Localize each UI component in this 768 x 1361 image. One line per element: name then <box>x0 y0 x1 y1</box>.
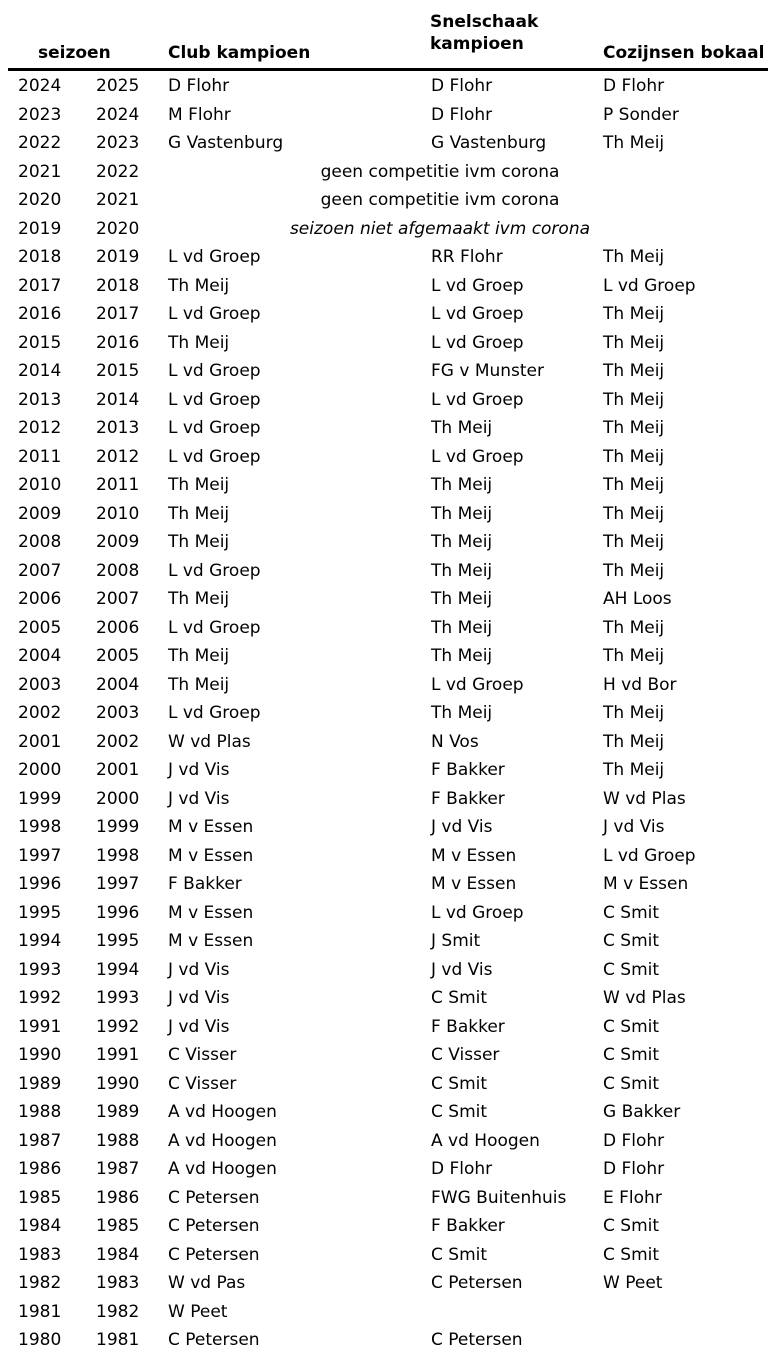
cozijnsen-bokaal-winner: Th Meij <box>603 389 665 410</box>
season-end-year: 2014 <box>96 389 140 410</box>
snelschaak-champion: C Petersen <box>431 1273 523 1293</box>
season-end-year: 1998 <box>96 845 140 866</box>
cozijnsen-bokaal-winner: C Smit <box>603 1016 660 1037</box>
season-end-year: 2000 <box>96 788 140 809</box>
season-end-year: 2025 <box>96 76 140 96</box>
snelschaak-champion: C Smit <box>431 1102 488 1122</box>
cozijnsen-bokaal-winner: C Smit <box>603 1073 660 1094</box>
table-row <box>0 1298 768 1327</box>
season-start-year: 1987 <box>18 1130 62 1151</box>
table-row <box>0 443 768 472</box>
table-row <box>0 927 768 956</box>
club-champion: M v Essen <box>168 902 254 923</box>
snelschaak-champion: C Smit <box>431 988 488 1008</box>
season-end-year: 2022 <box>96 161 140 182</box>
club-champion: J vd Vis <box>168 959 230 980</box>
club-champion: Th Meij <box>168 532 230 552</box>
snelschaak-champion: L vd Groep <box>431 446 524 467</box>
season-end-year: 2011 <box>96 475 140 495</box>
season-start-year: 2018 <box>18 247 62 267</box>
season-note: geen competitie ivm corona <box>320 190 560 210</box>
club-champion: W vd Pas <box>168 1273 246 1293</box>
season-start-year: 2021 <box>18 161 62 182</box>
table-row <box>0 1098 768 1127</box>
club-champion: D Flohr <box>168 76 230 96</box>
season-start-year: 1980 <box>18 1330 62 1350</box>
club-champion: G Vastenburg <box>168 133 284 153</box>
club-champion: C Visser <box>168 1073 237 1094</box>
club-champion: Th Meij <box>168 275 230 296</box>
season-end-year: 1992 <box>96 1016 140 1037</box>
season-end-year: 1981 <box>96 1330 140 1350</box>
season-end-year: 1987 <box>96 1159 140 1179</box>
club-champion: L vd Groep <box>168 304 261 324</box>
season-note: seizoen niet afgemaakt ivm corona <box>289 218 591 239</box>
club-champion: C Visser <box>168 1045 237 1065</box>
table-row <box>0 1269 768 1298</box>
season-end-year: 2012 <box>96 446 140 467</box>
table-row <box>0 471 768 500</box>
club-champion: Th Meij <box>168 503 230 524</box>
snelschaak-champion: Th Meij <box>431 617 493 638</box>
snelschaak-champion: L vd Groep <box>431 674 524 695</box>
season-start-year: 1986 <box>18 1159 62 1179</box>
club-champion: W Peet <box>168 1301 228 1322</box>
snelschaak-champion: F Bakker <box>431 1216 505 1236</box>
club-champion: L vd Groep <box>168 617 261 638</box>
snelschaak-champion: Th Meij <box>431 418 493 438</box>
club-champion: J vd Vis <box>168 1016 230 1037</box>
snelschaak-champion: C Smit <box>431 1244 488 1265</box>
cozijnsen-bokaal-winner: L vd Groep <box>603 275 696 296</box>
table-row <box>0 614 768 643</box>
table-row <box>0 101 768 130</box>
season-start-year: 2005 <box>18 617 62 638</box>
cozijnsen-bokaal-winner: W vd Plas <box>603 788 686 809</box>
table-row <box>0 129 768 158</box>
cozijnsen-bokaal-winner: Th Meij <box>603 418 665 438</box>
cozijnsen-bokaal-winner: J vd Vis <box>603 817 665 837</box>
club-champion: L vd Groep <box>168 560 261 581</box>
table-row <box>0 899 768 928</box>
season-start-year: 2012 <box>18 418 62 438</box>
header-cozijnsen-bokaal: Cozijnsen bokaal <box>603 43 765 63</box>
table-row <box>0 785 768 814</box>
season-start-year: 2023 <box>18 104 62 125</box>
snelschaak-champion: Th Meij <box>431 703 493 723</box>
club-champion: C Petersen <box>168 1187 260 1208</box>
snelschaak-champion: C Petersen <box>431 1330 523 1350</box>
snelschaak-champion: Th Meij <box>431 646 493 666</box>
cozijnsen-bokaal-winner: Th Meij <box>603 304 665 324</box>
season-end-year: 2013 <box>96 418 140 438</box>
season-end-year: 2010 <box>96 503 140 524</box>
season-start-year: 2024 <box>18 76 62 96</box>
cozijnsen-bokaal-winner: Th Meij <box>603 503 665 524</box>
table-row <box>0 699 768 728</box>
season-start-year: 1985 <box>18 1187 62 1208</box>
cozijnsen-bokaal-winner: Th Meij <box>603 703 665 723</box>
table-row <box>0 1241 768 1270</box>
season-start-year: 2014 <box>18 361 62 381</box>
table-row <box>0 215 768 244</box>
season-end-year: 2020 <box>96 218 140 239</box>
season-end-year: 1991 <box>96 1045 140 1065</box>
table-row <box>0 557 768 586</box>
snelschaak-champion: J vd Vis <box>431 817 493 837</box>
cozijnsen-bokaal-winner: Th Meij <box>603 760 665 780</box>
club-champion: Th Meij <box>168 475 230 495</box>
cozijnsen-bokaal-winner: M v Essen <box>603 874 689 894</box>
table-row <box>0 1070 768 1099</box>
season-start-year: 1995 <box>18 902 62 923</box>
season-start-year: 1989 <box>18 1073 62 1094</box>
cozijnsen-bokaal-winner: D Flohr <box>603 1159 665 1179</box>
snelschaak-champion: F Bakker <box>431 788 505 809</box>
season-end-year: 2018 <box>96 275 140 296</box>
table-row <box>0 585 768 614</box>
season-end-year: 1985 <box>96 1216 140 1236</box>
season-end-year: 2024 <box>96 104 140 125</box>
season-end-year: 2023 <box>96 133 140 153</box>
season-start-year: 1984 <box>18 1216 62 1236</box>
season-end-year: 2005 <box>96 646 140 666</box>
table-row <box>0 984 768 1013</box>
club-champion: L vd Groep <box>168 703 261 723</box>
season-end-year: 1986 <box>96 1187 140 1208</box>
season-end-year: 2003 <box>96 703 140 723</box>
season-start-year: 1998 <box>18 817 62 837</box>
season-start-year: 2020 <box>18 190 62 210</box>
season-start-year: 1988 <box>18 1102 62 1122</box>
season-end-year: 2016 <box>96 332 140 353</box>
snelschaak-champion: L vd Groep <box>431 304 524 324</box>
cozijnsen-bokaal-winner: W Peet <box>603 1273 663 1293</box>
snelschaak-champion: Th Meij <box>431 589 493 609</box>
club-champion: J vd Vis <box>168 760 230 780</box>
table-row <box>0 728 768 757</box>
cozijnsen-bokaal-winner: Th Meij <box>603 532 665 552</box>
season-end-year: 1988 <box>96 1130 140 1151</box>
club-champion: Th Meij <box>168 589 230 609</box>
cozijnsen-bokaal-winner: W vd Plas <box>603 988 686 1008</box>
club-champion: M v Essen <box>168 931 254 951</box>
snelschaak-champion: F Bakker <box>431 1016 505 1037</box>
snelschaak-champion: D Flohr <box>431 1159 493 1179</box>
season-end-year: 1996 <box>96 902 140 923</box>
season-end-year: 1989 <box>96 1102 140 1122</box>
cozijnsen-bokaal-winner: H vd Bor <box>603 674 677 695</box>
cozijnsen-bokaal-winner: Th Meij <box>603 247 665 267</box>
club-champion: Th Meij <box>168 646 230 666</box>
club-champion: C Petersen <box>168 1330 260 1350</box>
table-row <box>0 1326 768 1355</box>
table-row <box>0 300 768 329</box>
season-end-year: 2008 <box>96 560 140 581</box>
snelschaak-champion: J Smit <box>431 931 481 951</box>
table-row <box>0 357 768 386</box>
table-row <box>0 1184 768 1213</box>
season-start-year: 1982 <box>18 1273 62 1293</box>
season-start-year: 2011 <box>18 446 62 467</box>
snelschaak-champion: N Vos <box>431 731 479 752</box>
snelschaak-champion: L vd Groep <box>431 389 524 410</box>
snelschaak-champion: D Flohr <box>431 76 493 96</box>
season-start-year: 2002 <box>18 703 62 723</box>
table-row <box>0 671 768 700</box>
season-end-year: 1994 <box>96 959 140 980</box>
header-season: seizoen <box>38 43 111 63</box>
season-end-year: 1982 <box>96 1301 140 1322</box>
season-end-year: 2007 <box>96 589 140 609</box>
cozijnsen-bokaal-winner: Th Meij <box>603 731 665 752</box>
club-champion: F Bakker <box>168 874 242 894</box>
header-club-kampioen: Club kampioen <box>168 43 311 63</box>
season-end-year: 2001 <box>96 760 140 780</box>
snelschaak-champion: D Flohr <box>431 104 493 125</box>
club-champion: Th Meij <box>168 332 230 353</box>
season-start-year: 1997 <box>18 845 62 866</box>
season-start-year: 1983 <box>18 1244 62 1265</box>
table-row <box>0 956 768 985</box>
header-snelschaak-kampioen: Snelschaak kampioen <box>430 12 539 54</box>
season-start-year: 2000 <box>18 760 62 780</box>
season-end-year: 1990 <box>96 1073 140 1094</box>
season-start-year: 1981 <box>18 1301 62 1322</box>
snelschaak-champion: FG v Munster <box>431 361 545 381</box>
season-start-year: 1993 <box>18 959 62 980</box>
club-champion: J vd Vis <box>168 788 230 809</box>
club-champion: A vd Hoogen <box>168 1102 277 1122</box>
snelschaak-champion: A vd Hoogen <box>431 1130 540 1151</box>
cozijnsen-bokaal-winner: Th Meij <box>603 361 665 381</box>
season-start-year: 1996 <box>18 874 62 894</box>
season-start-year: 2001 <box>18 731 62 752</box>
cozijnsen-bokaal-winner: C Smit <box>603 1216 660 1236</box>
club-champion: M v Essen <box>168 845 254 866</box>
snelschaak-champion: RR Flohr <box>431 247 503 267</box>
season-start-year: 1994 <box>18 931 62 951</box>
snelschaak-champion: L vd Groep <box>431 332 524 353</box>
table-row <box>0 1212 768 1241</box>
season-start-year: 2010 <box>18 475 62 495</box>
cozijnsen-bokaal-winner: C Smit <box>603 1244 660 1265</box>
club-champion: L vd Groep <box>168 418 261 438</box>
table-row <box>0 842 768 871</box>
table-row <box>0 756 768 785</box>
table-row <box>0 158 768 187</box>
cozijnsen-bokaal-winner: C Smit <box>603 1045 660 1065</box>
snelschaak-champion: Th Meij <box>431 560 493 581</box>
club-champion: M v Essen <box>168 817 254 837</box>
cozijnsen-bokaal-winner: AH Loos <box>603 589 672 609</box>
table-row <box>0 642 768 671</box>
season-end-year: 2015 <box>96 361 140 381</box>
table-row <box>0 414 768 443</box>
snelschaak-champion: FWG Buitenhuis <box>431 1187 567 1208</box>
club-champion: A vd Hoogen <box>168 1130 277 1151</box>
table-row <box>0 386 768 415</box>
club-champion: L vd Groep <box>168 361 261 381</box>
cozijnsen-bokaal-winner: D Flohr <box>603 1130 665 1151</box>
season-end-year: 2019 <box>96 247 140 267</box>
club-champion: W vd Plas <box>168 731 251 752</box>
snelschaak-champion: Th Meij <box>431 503 493 524</box>
season-end-year: 1999 <box>96 817 140 837</box>
snelschaak-champion: M v Essen <box>431 845 517 866</box>
snelschaak-champion: F Bakker <box>431 760 505 780</box>
season-end-year: 2017 <box>96 304 140 324</box>
season-start-year: 2008 <box>18 532 62 552</box>
table-row <box>0 186 768 215</box>
cozijnsen-bokaal-winner: C Smit <box>603 931 660 951</box>
club-champion: C Petersen <box>168 1216 260 1236</box>
table-row <box>0 1041 768 1070</box>
season-start-year: 2007 <box>18 560 62 581</box>
table-row <box>0 72 768 101</box>
season-end-year: 2002 <box>96 731 140 752</box>
season-end-year: 2021 <box>96 190 140 210</box>
season-start-year: 2022 <box>18 133 62 153</box>
snelschaak-champion: C Smit <box>431 1073 488 1094</box>
club-champion: L vd Groep <box>168 247 261 267</box>
table-row <box>0 1155 768 1184</box>
season-end-year: 1993 <box>96 988 140 1008</box>
cozijnsen-bokaal-winner: G Bakker <box>603 1102 681 1122</box>
snelschaak-champion: C Visser <box>431 1045 500 1065</box>
club-champion: M Flohr <box>168 104 231 125</box>
snelschaak-champion: L vd Groep <box>431 902 524 923</box>
club-champion: Th Meij <box>168 674 230 695</box>
season-start-year: 2019 <box>18 218 62 239</box>
season-end-year: 1983 <box>96 1273 140 1293</box>
snelschaak-champion: J vd Vis <box>431 959 493 980</box>
cozijnsen-bokaal-winner: Th Meij <box>603 133 665 153</box>
season-note: geen competitie ivm corona <box>320 161 560 182</box>
club-champion: J vd Vis <box>168 988 230 1008</box>
cozijnsen-bokaal-winner: E Flohr <box>603 1187 662 1208</box>
season-start-year: 1999 <box>18 788 62 809</box>
season-start-year: 2009 <box>18 503 62 524</box>
snelschaak-champion: G Vastenburg <box>431 133 547 153</box>
club-champion: C Petersen <box>168 1244 260 1265</box>
season-start-year: 1990 <box>18 1045 62 1065</box>
snelschaak-champion: Th Meij <box>431 475 493 495</box>
season-start-year: 2006 <box>18 589 62 609</box>
cozijnsen-bokaal-winner: Th Meij <box>603 646 665 666</box>
season-end-year: 1984 <box>96 1244 140 1265</box>
season-start-year: 2004 <box>18 646 62 666</box>
cozijnsen-bokaal-winner: P Sonder <box>603 104 679 125</box>
season-start-year: 1991 <box>18 1016 62 1037</box>
table-row <box>0 329 768 358</box>
table-row <box>0 813 768 842</box>
season-start-year: 2003 <box>18 674 62 695</box>
cozijnsen-bokaal-winner: Th Meij <box>603 332 665 353</box>
season-start-year: 2017 <box>18 275 62 296</box>
cozijnsen-bokaal-winner: Th Meij <box>603 446 665 467</box>
cozijnsen-bokaal-winner: C Smit <box>603 902 660 923</box>
table-row <box>0 500 768 529</box>
club-champion: A vd Hoogen <box>168 1159 277 1179</box>
cozijnsen-bokaal-winner: Th Meij <box>603 475 665 495</box>
cozijnsen-bokaal-winner: L vd Groep <box>603 845 696 866</box>
cozijnsen-bokaal-winner: D Flohr <box>603 76 665 96</box>
cozijnsen-bokaal-winner: Th Meij <box>603 617 665 638</box>
table-row <box>0 1127 768 1156</box>
table-row <box>0 243 768 272</box>
header-divider <box>8 68 768 71</box>
season-end-year: 1997 <box>96 874 140 894</box>
club-champion: L vd Groep <box>168 446 261 467</box>
table-row <box>0 1013 768 1042</box>
season-start-year: 2015 <box>18 332 62 353</box>
season-end-year: 2009 <box>96 532 140 552</box>
season-start-year: 2016 <box>18 304 62 324</box>
snelschaak-champion: M v Essen <box>431 874 517 894</box>
season-end-year: 2004 <box>96 674 140 695</box>
season-end-year: 2006 <box>96 617 140 638</box>
table-row <box>0 528 768 557</box>
cozijnsen-bokaal-winner: C Smit <box>603 959 660 980</box>
season-start-year: 1992 <box>18 988 62 1008</box>
snelschaak-champion: Th Meij <box>431 532 493 552</box>
table-row <box>0 870 768 899</box>
champions-table <box>0 72 768 1355</box>
table-row <box>0 272 768 301</box>
cozijnsen-bokaal-winner: Th Meij <box>603 560 665 581</box>
club-champion: L vd Groep <box>168 389 261 410</box>
snelschaak-champion: L vd Groep <box>431 275 524 296</box>
season-end-year: 1995 <box>96 931 140 951</box>
season-start-year: 2013 <box>18 389 62 410</box>
